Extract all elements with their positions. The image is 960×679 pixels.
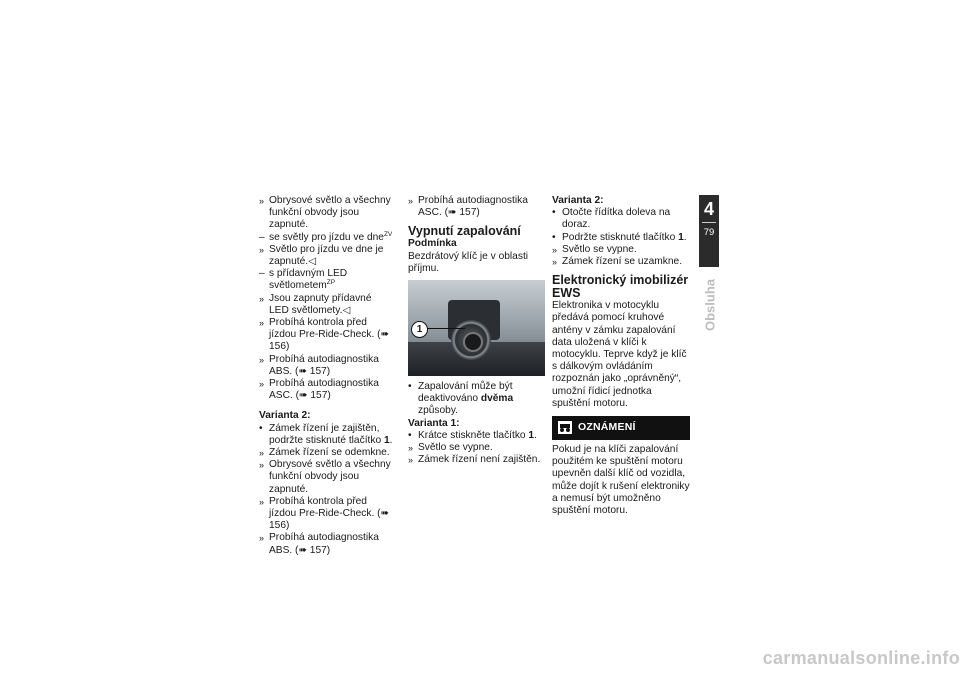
lead-list xyxy=(408,195,546,219)
item-text: s přídavným LED světlometem xyxy=(269,268,348,292)
list-item xyxy=(552,256,690,268)
notice-label: OZNÁMENÍ xyxy=(578,421,636,434)
bullet-marker: » xyxy=(259,379,265,390)
list-item xyxy=(259,244,394,268)
bullet-marker: » xyxy=(408,443,414,454)
chapter-label: Obsluha xyxy=(702,278,718,332)
list-item xyxy=(259,378,394,402)
list-item xyxy=(552,232,690,244)
variant-2-list xyxy=(259,423,394,557)
item-text: Probíhá autodiagnostika ASC. (➠ 157) xyxy=(269,378,379,402)
text-column-1 xyxy=(259,195,394,557)
section-title-ignition-off: Vypnutí zapalování xyxy=(408,224,521,239)
bullet-marker: • xyxy=(552,231,556,243)
list-item xyxy=(552,207,690,231)
ignition-modes-list xyxy=(408,381,546,418)
notice-banner xyxy=(552,416,690,440)
item-text: Obrysové světlo a všechny funkční obvody jsou zapnuté. xyxy=(269,459,391,495)
bullet-marker: – xyxy=(259,231,265,243)
item-text: Zámek řízení je zajištěn, podržte stisknuté tlačítko xyxy=(269,422,384,446)
item-text: Zámek řízení není zajištěn. xyxy=(418,454,541,466)
item-emphasis: 1 xyxy=(383,434,390,446)
list-item xyxy=(408,454,546,466)
variant-2-heading: Varianta 2: xyxy=(552,195,604,206)
bullet-marker: » xyxy=(259,318,265,329)
variant-2-heading: Varianta 2: xyxy=(259,410,311,422)
item-emphasis: 1 xyxy=(678,231,684,243)
bullet-marker: • xyxy=(552,207,556,219)
bullet-marker: » xyxy=(259,460,265,471)
ignition-switch-photo xyxy=(408,280,545,376)
ews-paragraph: Elektronika v motocyklu předává pomocí kruhové antény v zámku zapalování data uložená v klíči k motocyklu. Teprve když je klíč s dálkovým ovládáním rozpoznán jako „oprávněný“, umožní řídicí jednotka spuštění motoru. xyxy=(552,300,687,409)
bullet-marker: • xyxy=(259,422,263,434)
bullet-marker: » xyxy=(259,244,265,255)
list-item xyxy=(259,195,394,232)
text-column-2 xyxy=(408,195,546,466)
item-text: Zámek řízení se odemkne. xyxy=(269,447,390,459)
item-text-after: způsoby. xyxy=(418,405,459,417)
bullet-marker: » xyxy=(259,196,265,206)
list-item xyxy=(259,459,394,496)
ignition-button-shape xyxy=(463,332,483,352)
item-text-after: . xyxy=(683,231,687,243)
status-list xyxy=(259,195,394,402)
item-text: Probíhá autodiagnostika ASC. (➠ 157) xyxy=(418,195,528,219)
item-text: Krátce stiskněte tlačítko xyxy=(418,429,529,441)
bullet-marker: » xyxy=(259,448,265,459)
bullet-marker: • xyxy=(408,381,412,393)
item-text: Zapalování může být deaktivováno xyxy=(418,381,513,405)
section-title-ews: Elektronický imobilizér EWS xyxy=(552,273,689,301)
variant-1-list xyxy=(408,430,546,467)
bullet-marker: » xyxy=(552,244,558,255)
item-text: Otočte řídítka doleva na doraz. xyxy=(562,207,671,231)
list-item xyxy=(408,430,546,442)
chapter-label-box xyxy=(690,275,730,335)
bullet-marker: • xyxy=(408,429,412,441)
list-item xyxy=(408,442,546,454)
item-text: Jsou zapnuty přídavné LED světlomety.◁ xyxy=(269,292,372,316)
item-text: Zámek řízení se uzamkne. xyxy=(562,256,683,268)
bullet-marker: » xyxy=(259,496,265,507)
chapter-tab xyxy=(699,195,719,267)
variant-2-list xyxy=(552,207,690,268)
item-text: Probíhá kontrola před jízdou Pre-Ride-Check. (➠ 156) xyxy=(269,495,390,532)
item-text: Probíhá kontrola před jízdou Pre-Ride-Check. (➠ 156) xyxy=(269,317,390,353)
item-text: Obrysové světlo a všechny funkční obvody jsou zapnuté. xyxy=(269,195,391,231)
list-item xyxy=(259,293,394,317)
equipment-code: ZP xyxy=(326,279,336,287)
bullet-marker: – xyxy=(259,268,265,280)
list-item xyxy=(408,381,546,418)
list-item xyxy=(259,232,394,244)
item-text-after: . xyxy=(389,434,393,446)
list-item xyxy=(259,532,394,556)
bullet-marker: » xyxy=(259,533,265,544)
chapter-number: 4 xyxy=(703,199,714,219)
list-item xyxy=(259,423,394,447)
bullet-marker: » xyxy=(408,455,414,466)
list-item xyxy=(408,195,546,219)
chapter-divider xyxy=(702,222,716,223)
item-text: Probíhá autodiagnostika ABS. (➠ 157) xyxy=(269,532,379,556)
equipment-code: ZV xyxy=(383,230,393,238)
item-text: Světlo pro jízdu ve dne je zapnuté.◁ xyxy=(269,243,384,268)
bullet-marker: » xyxy=(259,293,265,304)
bullet-marker: » xyxy=(552,257,558,268)
item-text-after: . xyxy=(534,429,537,441)
list-item xyxy=(259,354,394,378)
page-number: 79 xyxy=(703,227,715,238)
figure-callout-1: 1 xyxy=(411,321,428,338)
text-column-3 xyxy=(552,195,690,517)
list-item xyxy=(259,447,394,459)
item-text: Podržte stisknuté tlačítko xyxy=(562,231,679,243)
bullet-marker: » xyxy=(408,196,414,206)
condition-text: Bezdrátový klíč je v oblasti příjmu. xyxy=(408,250,529,274)
item-emphasis: 1 xyxy=(528,429,535,441)
item-text: Světlo se vypne. xyxy=(562,243,637,255)
item-text: se světly pro jízdu ve dne xyxy=(269,231,384,243)
variant-1-heading: Varianta 1: xyxy=(408,417,460,429)
watermark: carmanualsonline.info xyxy=(762,648,960,668)
item-text: Probíhá autodiagnostika ABS. (➠ 157) xyxy=(269,353,379,377)
condition-heading: Podmínka xyxy=(408,238,457,250)
notice-motorcycle-icon xyxy=(558,421,572,434)
bullet-marker: » xyxy=(259,354,265,365)
list-item xyxy=(552,244,690,256)
list-item xyxy=(259,496,394,533)
list-item xyxy=(259,317,394,354)
list-item xyxy=(259,268,394,292)
item-text: Světlo se vypne. xyxy=(418,442,493,454)
notice-text: Pokud je na klíči zapalování použitém ke spuštění motoru upevněn další klíč od vozidla, může dojít k rušení elektroniky a nemusí být umožněno spuštění motoru. xyxy=(552,444,690,517)
item-emphasis: dvěma xyxy=(480,393,514,405)
